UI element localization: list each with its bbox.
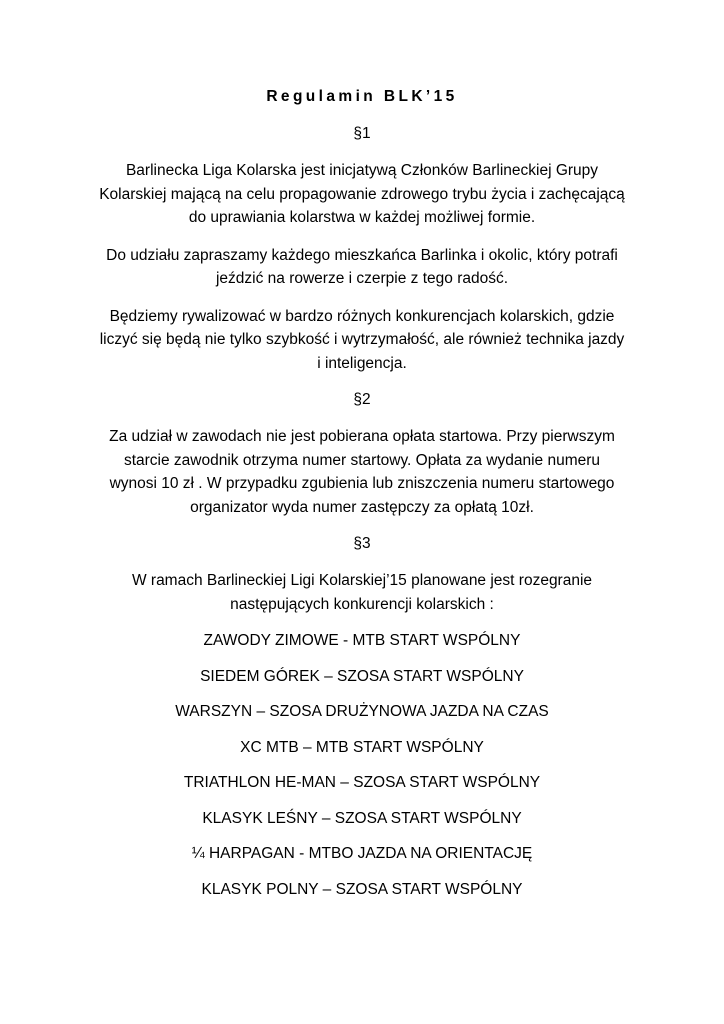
text-line: jeździć na rowerze i czerpie z tego radość. [215,270,509,287]
section-2-paragraph-1 [80,425,644,519]
text-line: Za udział w zawodach nie jest pobierana opłata startowa. Przy pierwszym [109,428,615,445]
section-1-paragraph-2 [80,244,644,291]
text-line: organizator wyda numer zastępczy za opłatą 10zł. [190,498,534,516]
event-item: KLASYK LEŚNY – SZOSA START WSPÓLNY [202,809,522,827]
section-mark-1: §1 [353,125,371,142]
event-item: XC MTB – MTB START WSPÓLNY [240,738,484,756]
text-line: do uprawiania kolarstwa w każdej możliwej formie. [188,209,536,226]
text-line: liczyć się będą nie tylko szybkość i wytrzymałość, ale również technika jazdy [99,331,625,348]
section-mark-2: §2 [353,391,371,408]
text-line: Kolarskiej mającą na celu propagowanie zdrowego trybu życia i zachęcającą [99,185,625,203]
text-line: Będziemy rywalizować w bardzo różnych konkurencjach kolarskich, gdzie [109,307,615,325]
section-1-paragraph-3 [80,305,644,376]
section-3-paragraph-1 [80,569,644,616]
event-item: TRIATHLON HE-MAN – SZOSA START WSPÓLNY [183,774,541,791]
section-1-paragraph-1 [80,159,644,230]
text-line: i inteligencja. [317,354,407,372]
document-title: Regulamin BLK’15 [266,88,458,105]
event-item: SIEDEM GÓREK – SZOSA START WSPÓLNY [200,667,524,685]
event-list [80,630,644,901]
text-line: starcie zawodnik otrzyma numer startowy. Opłata za wydanie numeru [123,451,601,469]
section-mark-3: §3 [353,535,371,552]
event-item: ZAWODY ZIMOWE - MTB START WSPÓLNY [203,632,521,649]
text-line: następujących konkurencji kolarskich : [230,595,494,613]
event-item: WARSZYN – SZOSA DRUŻYNOWA JAZDA NA CZAS [175,703,549,720]
text-line: W ramach Barlineckiej Ligi Kolarskiej’15 planowane jest rozegranie [131,572,593,589]
text-line: Barlinecka Liga Kolarska jest inicjatywą Członków Barlineckiej Grupy [125,162,599,179]
text-line: wynosi 10 zł . W przypadku zgubienia lub zniszczenia numeru startowego [109,475,615,492]
event-item: ¼ HARPAGAN - MTBO JAZDA NA ORIENTACJĘ [191,845,533,862]
text-line: Do udziału zapraszamy każdego mieszkańca Barlinka i okolic, który potrafi [106,246,618,264]
event-item: KLASYK POLNY – SZOSA START WSPÓLNY [201,880,523,898]
